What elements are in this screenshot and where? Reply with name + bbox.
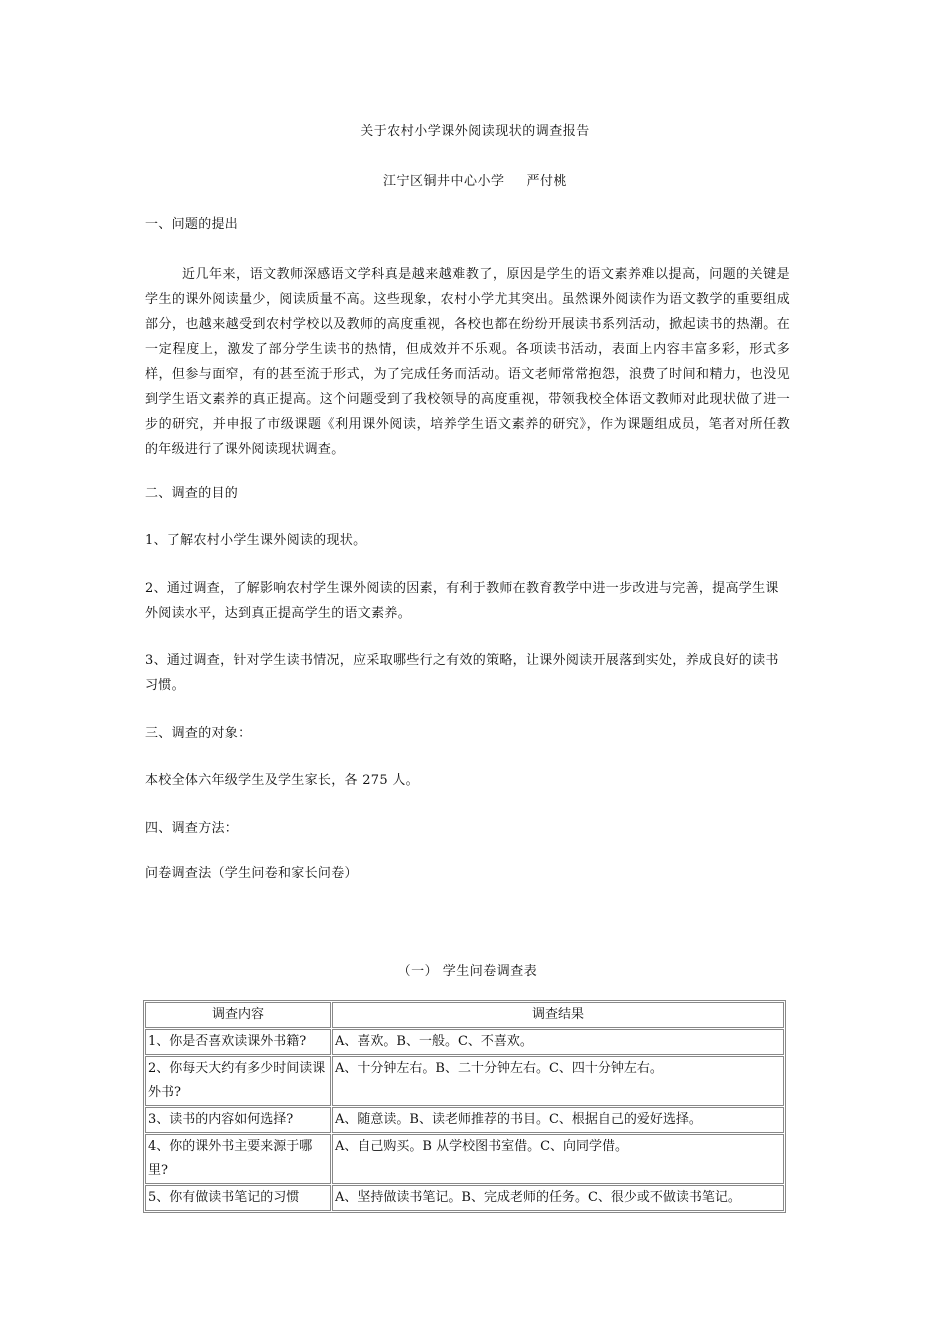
table-row — [145, 1185, 784, 1211]
question-cell: 5、你有做读书笔记的习惯 — [145, 1185, 331, 1211]
table-row — [145, 1029, 784, 1055]
table-title: （一） 学生问卷调查表 — [397, 964, 538, 979]
section-1-heading: 一、问题的提出 — [145, 217, 239, 232]
table-row — [145, 1056, 784, 1106]
table-row — [145, 1134, 784, 1184]
survey-table — [143, 1000, 786, 1213]
header-cell-result: 调查结果 — [332, 1002, 784, 1028]
section-4-text: 问卷调查法（学生问卷和家长问卷） — [145, 866, 358, 881]
answer-cell: A、十分钟左右。B、二十分钟左右。C、四十分钟左右。 — [332, 1056, 784, 1106]
answer-cell: A、喜欢。B、一般。C、不喜欢。 — [332, 1029, 784, 1055]
section-1-paragraph: 近几年来，语文教师深感语文学科真是越来越难教了，原因是学生的语文素养难以提高，问题的关键是学生的课外阅读量少，阅读质量不高。这些现象，农村小学尤其突出。虽然课外阅读作为语文教学的重要组成部分，也越来越受到农村学校以及教师的高度重视，各校也都在纷纷开展读书系列活动，掀起读书的热潮。在一定程度上，激发了部分学生读书的热情，但成效并不乐观。各项读书活动，表面上内容丰富多彩，形式多样，但参与面窄，有的甚至流于形式，为了完成任务而活动。语文老师常常抱怨，浪费了时间和精力，也没见到学生语文素养的真正提高。这个问题受到了我校领导的高度重视，带领我校全体语文教师对此现状做了进一步的研究，并申报了市级课题《利用课外阅读，培养学生语文素养的研究》，作为课题组成员，笔者对所任教的年级进行了课外阅读现状调查。 — [145, 267, 790, 457]
table-row — [145, 1107, 784, 1133]
answer-cell: A、自己购买。B 从学校图书室借。C、向同学借。 — [332, 1134, 784, 1184]
question-cell: 3、读书的内容如何选择? — [145, 1107, 331, 1133]
question-cell: 2、你每天大约有多少时间读课外书? — [145, 1056, 331, 1106]
section-2-heading: 二、调查的目的 — [145, 486, 239, 501]
section-3-text: 本校全体六年级学生及学生家长，各 275 人。 — [145, 773, 419, 788]
section-4-heading: 四、调查方法： — [145, 821, 239, 836]
table-header-row — [145, 1002, 784, 1028]
section-2-item-2: 2、通过调查，了解影响农村学生课外阅读的因素，有利于教师在教育教学中进一步改进与完善，提高学生课外阅读水平，达到真正提高学生的语文素养。 — [145, 581, 779, 621]
answer-cell: A、随意读。B、读老师推荐的书目。C、根据自己的爱好选择。 — [332, 1107, 784, 1133]
section-2-item-1: 1、了解农村小学生课外阅读的现状。 — [145, 533, 367, 548]
question-cell: 4、你的课外书主要来源于哪里? — [145, 1134, 331, 1184]
section-3-heading: 三、调查的对象： — [145, 726, 252, 741]
author-name: 严付桃 — [526, 174, 568, 189]
header-cell-content: 调查内容 — [145, 1002, 331, 1028]
answer-cell: A、坚持做读书笔记。B、完成老师的任务。C、很少或不做读书笔记。 — [332, 1185, 784, 1211]
school-name: 江宁区铜井中心小学 — [382, 174, 505, 189]
section-2-item-3: 3、通过调查，针对学生读书情况，应采取哪些行之有效的策略，让课外阅读开展落到实处，养成良好的读书习惯。 — [145, 653, 779, 693]
question-cell: 1、你是否喜欢读课外书籍? — [145, 1029, 331, 1055]
author-line — [145, 170, 805, 189]
document-title: 关于农村小学课外阅读现状的调查报告 — [360, 124, 590, 139]
